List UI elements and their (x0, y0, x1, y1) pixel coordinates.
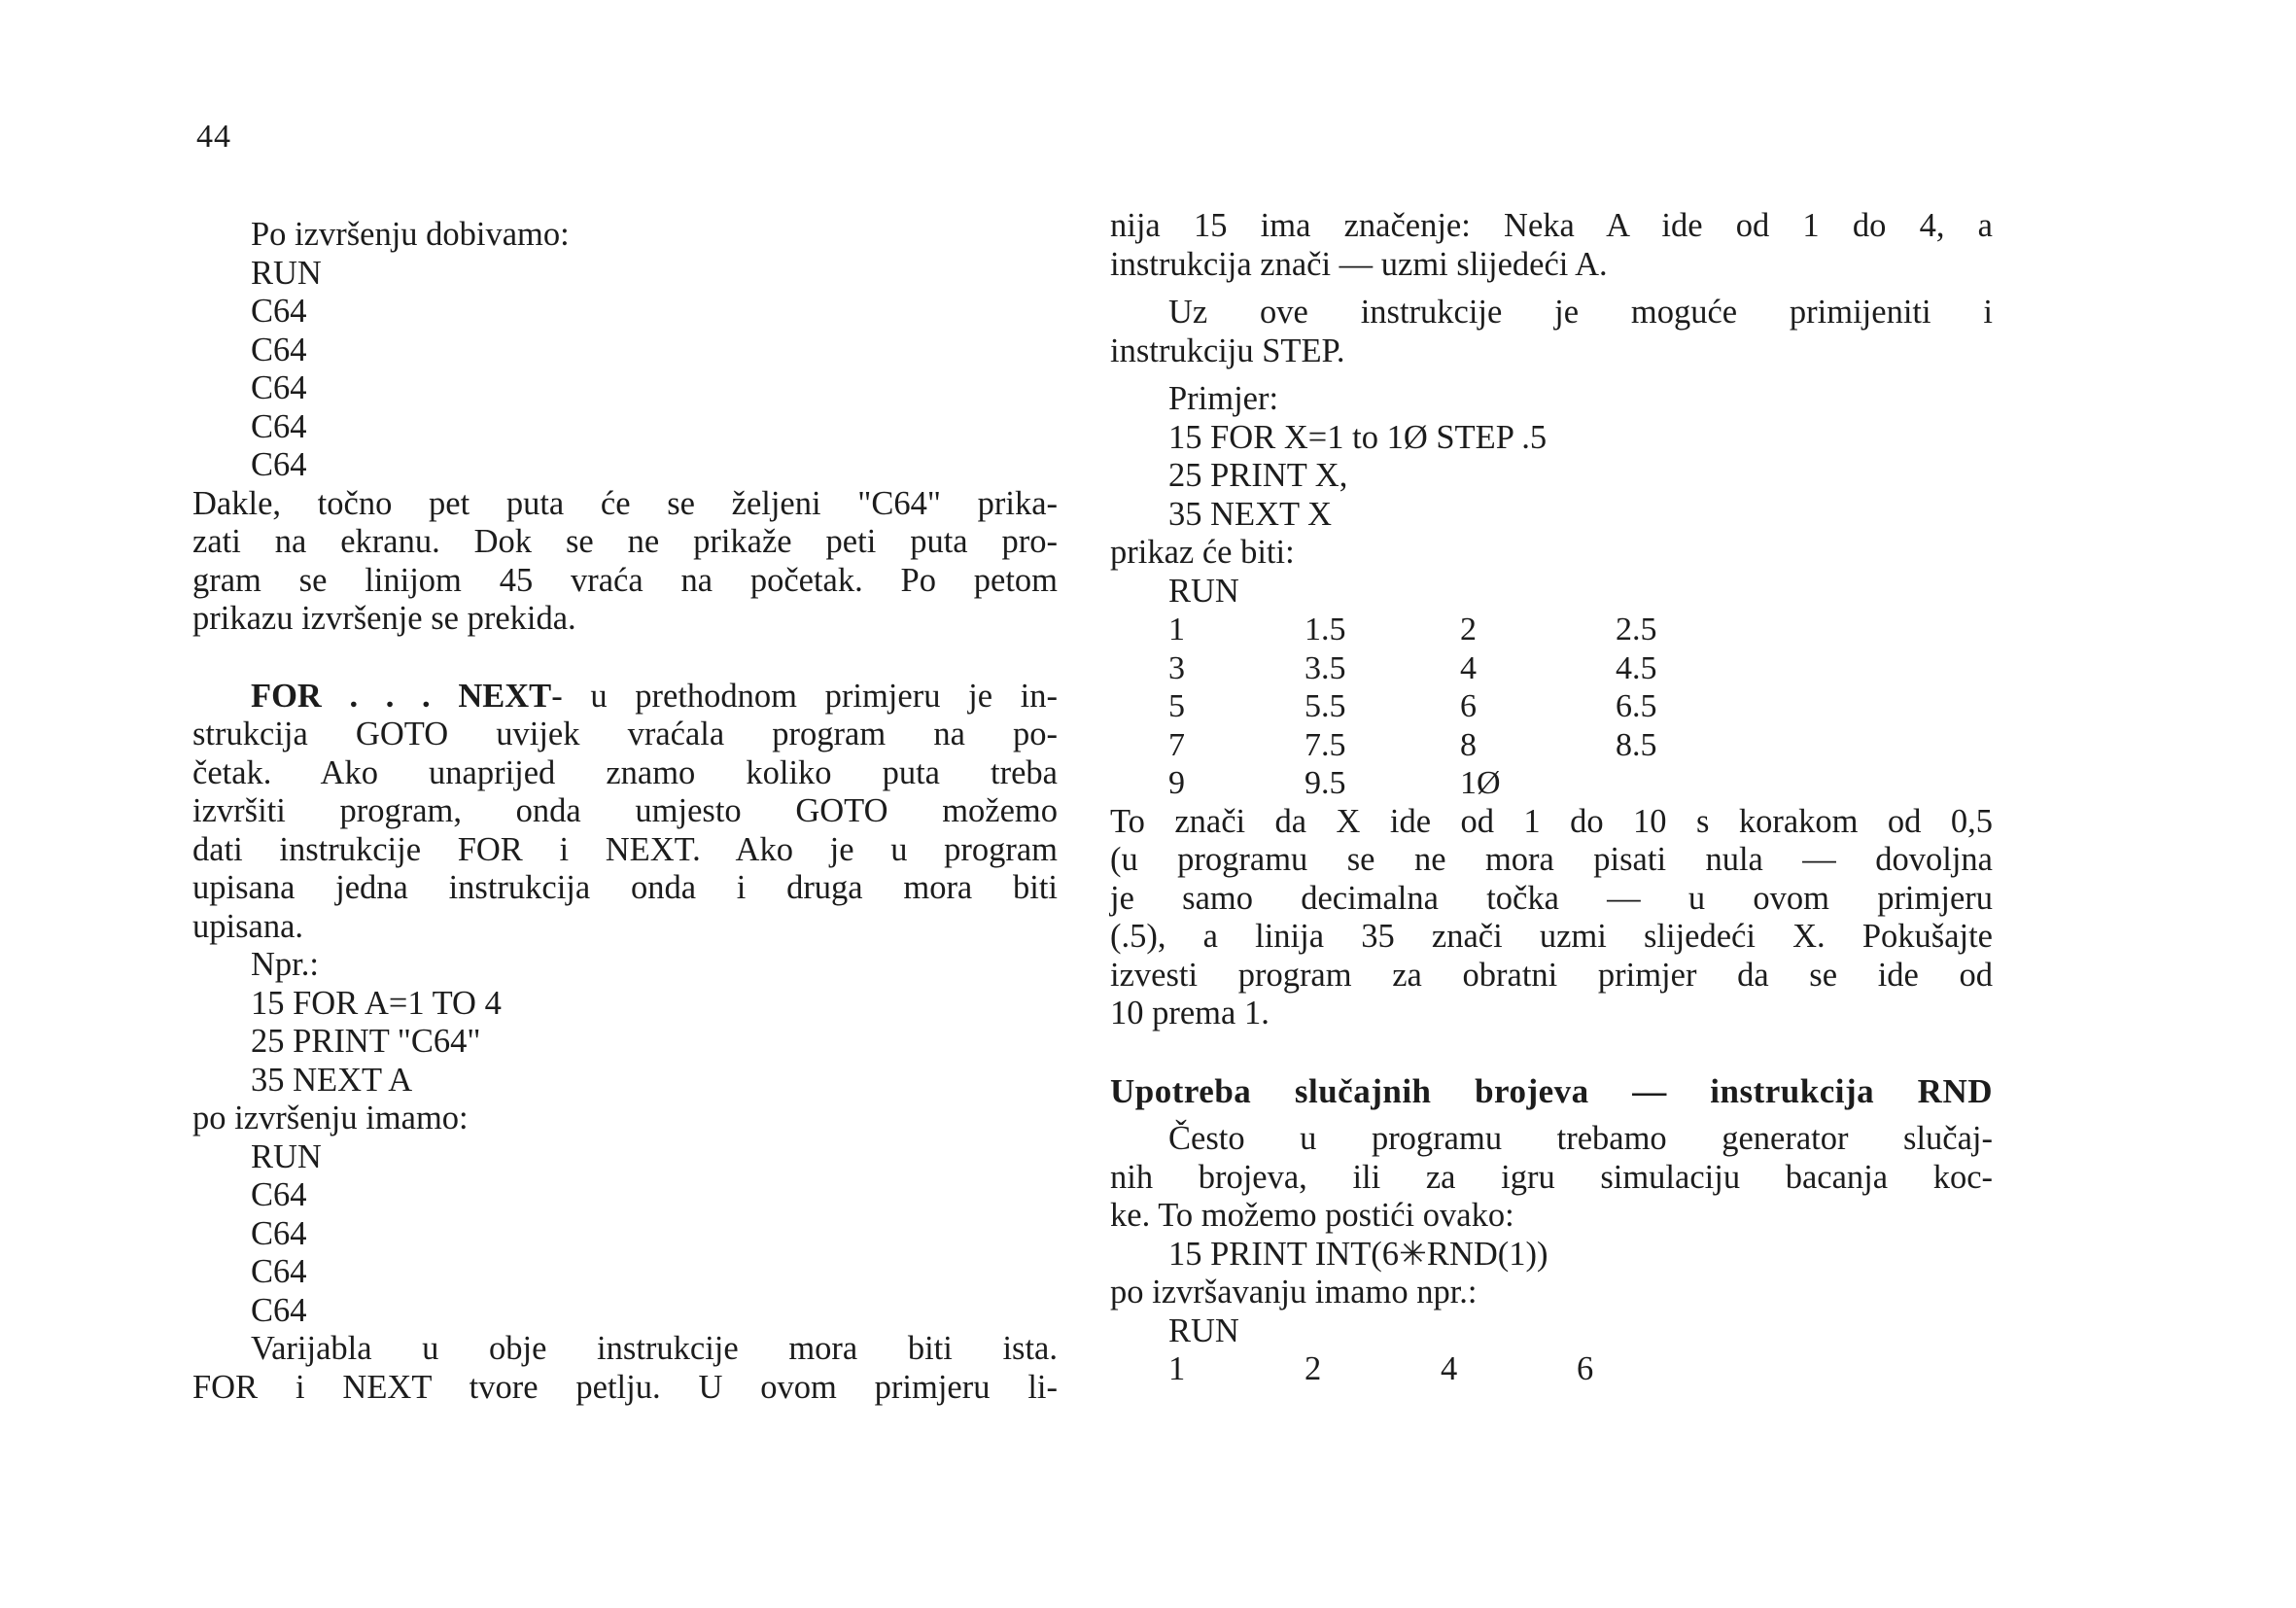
step-output-cell (1616, 764, 1771, 803)
run-output-line: RUN (251, 254, 322, 292)
step-output-cell: 8.5 (1616, 726, 1657, 763)
run-output-line: C64 (251, 1291, 307, 1329)
step-output-cell: 5 (1168, 688, 1185, 724)
paragraph-line: upisana jedna instrukcija onda i druga mora biti (192, 869, 1058, 906)
intro-line: Po izvršenju dobivamo: (251, 216, 570, 253)
step-output-cell: 3 (1168, 649, 1185, 686)
paragraph-line: FOR i NEXT tvore petlju. U ovom primjeru li- (192, 1368, 1058, 1406)
step-output-row (1168, 726, 1771, 765)
paragraph-line: upisana. (192, 907, 304, 945)
paragraph-line: izvesti program za obratni primjer da se ide od (1110, 956, 1993, 994)
paragraph-line: To znači da X ide od 1 do 10 s korakom od 0,5 (1110, 802, 1993, 840)
paragraph-line: Često u programu trebamo generator slučaj- (1168, 1120, 1993, 1157)
step-output-cell: 1 (1168, 612, 1185, 647)
paragraph-line: Varijabla u obje instrukcije mora biti ista. (251, 1330, 1058, 1367)
rnd-value: 1 (1168, 1350, 1186, 1387)
run-output-line: C64 (251, 1176, 307, 1213)
paragraph-line: četak. Ako unaprijed znamo koliko puta treba (192, 753, 1058, 791)
for-next-rest: - u prethodnom primjeru je in- (551, 677, 1058, 715)
step-output-cell: 7.5 (1305, 726, 1346, 763)
step-output-cell: 2 (1460, 612, 1477, 647)
rnd-value: 4 (1441, 1350, 1458, 1387)
paragraph-line: strukcija GOTO uvijek vraćala program na po- (192, 716, 1058, 752)
page-number: 44 (196, 119, 231, 155)
code-line: 15 FOR X=1 to 1Ø STEP .5 (1168, 418, 1548, 456)
rnd-output-row (1110, 1350, 1993, 1389)
run-output-line: C64 (251, 331, 307, 368)
code-line: 35 NEXT X (1168, 495, 1333, 533)
step-output-cell: 4 (1460, 649, 1477, 686)
run-output-line: RUN (1168, 1311, 1239, 1349)
paragraph-line: ke. To možemo postići ovako: (1110, 1197, 1514, 1234)
paragraph-line: (.5), a linija 35 znači uzmi slijedeći X. Pokušajte (1110, 918, 1993, 955)
step-output-row (1168, 611, 1771, 649)
after-code-line: po izvršenju imamo: (192, 1100, 469, 1136)
run-output-line: RUN (251, 1137, 322, 1175)
npr-label: Npr.: (251, 946, 319, 983)
paragraph-line: (u programu se ne mora pisati nula — dovoljna (1110, 841, 1993, 878)
run-output-line: C64 (251, 407, 307, 445)
paragraph-line: po izvršavanju imamo npr.: (1110, 1274, 1478, 1311)
run-output-line: C64 (251, 369, 307, 406)
paragraph-line: Dakle, točno pet puta će se željeni "C64" prika- (192, 484, 1058, 522)
step-output-cell: 4.5 (1616, 649, 1657, 686)
code-line: 35 NEXT A (251, 1061, 413, 1099)
section-heading: Upotreba slučajnih brojeva — instrukcija RND (1110, 1071, 1993, 1110)
step-output-cell: 8 (1460, 726, 1477, 763)
paragraph-line: instrukcija znači — uzmi slijedeći A. (1110, 245, 1608, 283)
right-column (1110, 207, 1993, 1389)
step-output-cell: 1.5 (1305, 612, 1346, 647)
step-output-cell: 6 (1460, 688, 1477, 724)
code-line: 15 PRINT INT(6✳RND(1)) (1168, 1235, 1548, 1273)
step-output-cell: 9 (1168, 765, 1185, 801)
primjer-label: Primjer: (1168, 380, 1279, 417)
step-output-row (1168, 687, 1771, 726)
run-output-line: C64 (251, 1214, 307, 1252)
prikaz-label: prikaz će biti: (1110, 534, 1295, 571)
step-output-table (1168, 611, 1771, 803)
step-output-cell: 1Ø (1460, 765, 1501, 801)
paragraph-line: je samo decimalna točka — u ovom primjeru (1110, 879, 1993, 917)
paragraph-line: prikazu izvršenje se prekida. (192, 600, 576, 637)
step-output-row (1168, 649, 1771, 688)
left-column (192, 216, 1058, 1407)
step-output-cell: 2.5 (1616, 612, 1657, 647)
paragraph-line: zati na ekranu. Dok se ne prikaže peti puta pro- (192, 523, 1058, 560)
step-output-cell: 3.5 (1305, 649, 1346, 686)
rnd-value: 2 (1305, 1350, 1322, 1387)
step-output-row (1168, 764, 1771, 803)
step-output-cell: 7 (1168, 726, 1185, 763)
paragraph-line: nija 15 ima značenje: Neka A ide od 1 do 4, a (1110, 207, 1993, 244)
run-output-line: C64 (251, 293, 307, 330)
paragraph-line: Uz ove instrukcije je moguće primijeniti i (1168, 294, 1993, 331)
for-next-term: FOR . . . NEXT (251, 677, 552, 715)
run-output-line: C64 (251, 446, 307, 483)
code-line: 15 FOR A=1 TO 4 (251, 984, 502, 1022)
code-line: 25 PRINT X, (1168, 457, 1348, 494)
step-output-cell: 9.5 (1305, 765, 1346, 801)
run-output-line: C64 (251, 1253, 307, 1290)
paragraph-line: dati instrukcije FOR i NEXT. Ako je u program (192, 830, 1058, 868)
paragraph-line: nih brojeva, ili za igru simulaciju bacanja koc- (1110, 1158, 1993, 1196)
run-output-line: RUN (1168, 572, 1239, 610)
step-output-cell: 6.5 (1616, 688, 1657, 724)
code-line: 25 PRINT "C64" (251, 1023, 481, 1060)
rnd-value: 6 (1577, 1350, 1594, 1387)
paragraph-line: 10 prema 1. (1110, 995, 1270, 1031)
step-output-cell: 5.5 (1305, 688, 1346, 724)
paragraph-line: izvršiti program, onda umjesto GOTO možemo (192, 792, 1058, 829)
paragraph-line: gram se linijom 45 vraća na početak. Po petom (192, 561, 1058, 599)
for-next-line (192, 678, 1058, 717)
paragraph-line: instrukciju STEP. (1110, 332, 1345, 369)
